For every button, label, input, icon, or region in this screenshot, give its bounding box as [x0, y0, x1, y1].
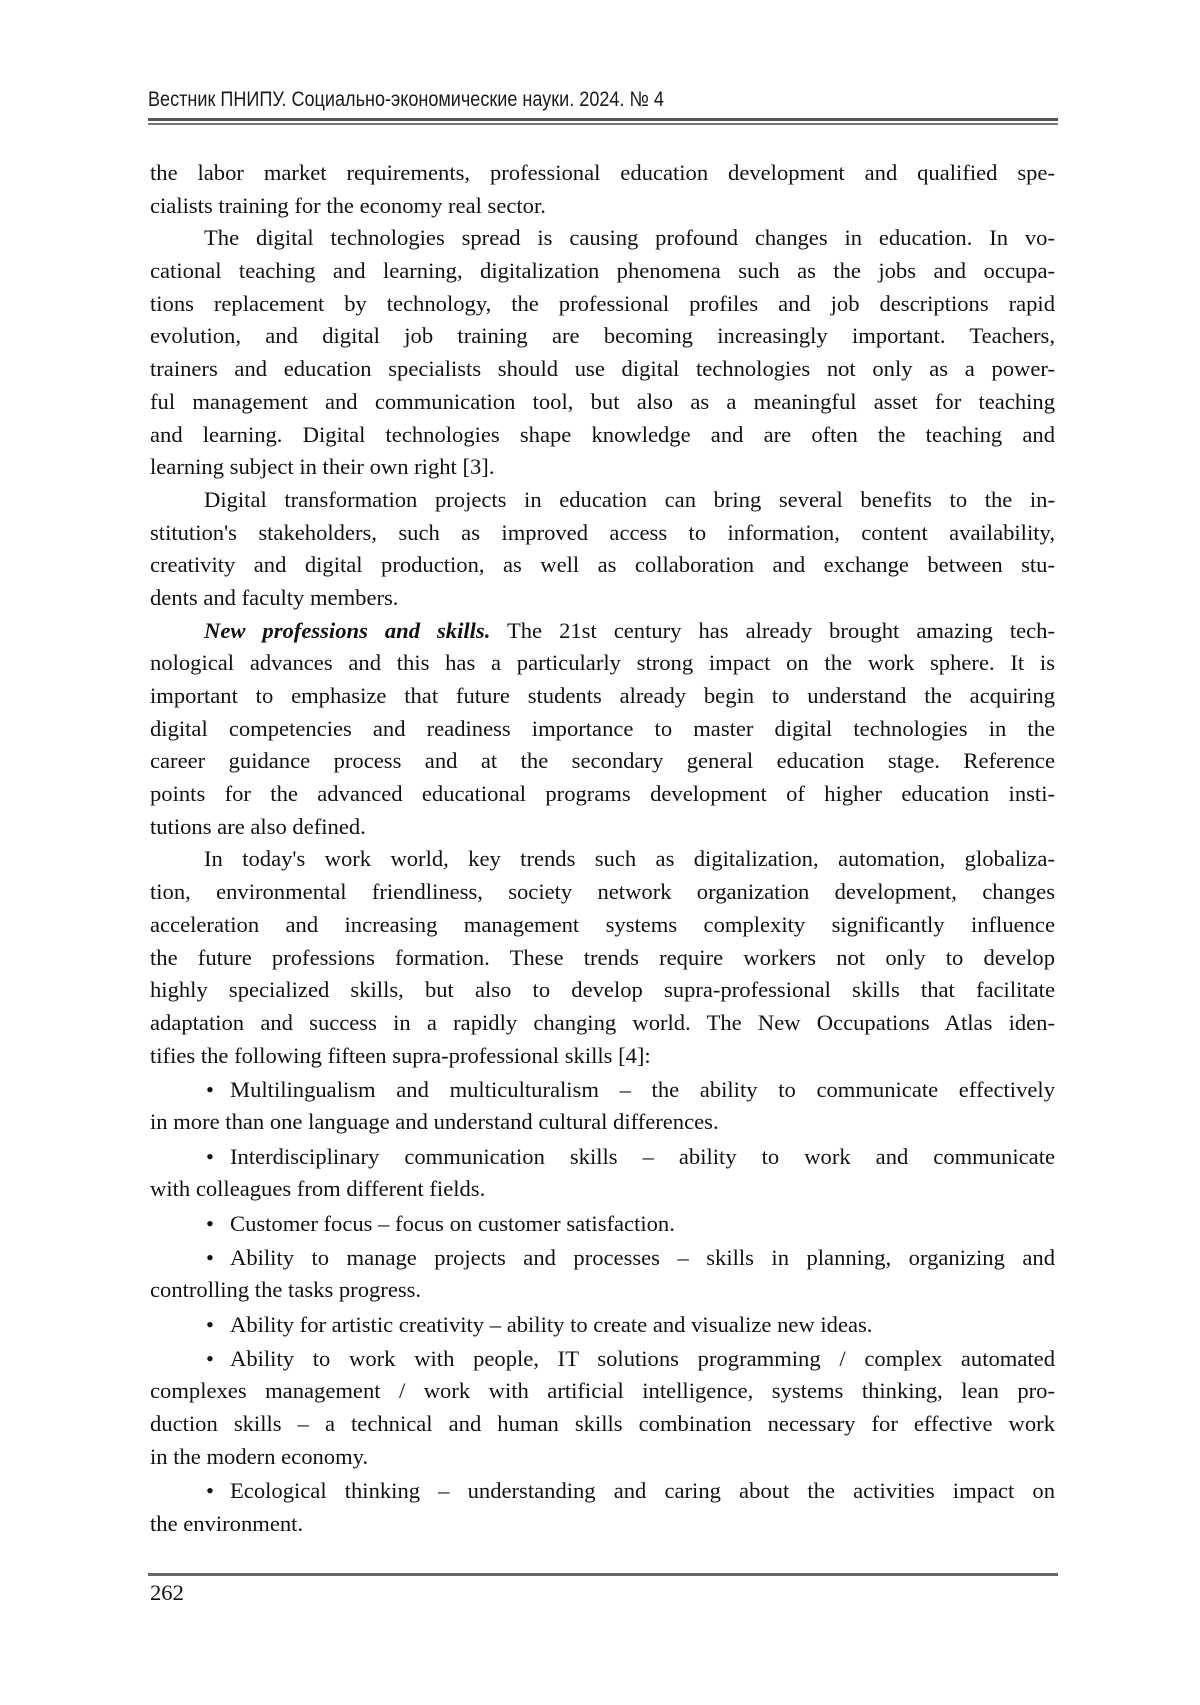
text-line: dents and faculty members. — [150, 584, 399, 610]
bullet-item — [150, 1074, 1055, 1139]
text-line: tion, environmental friendliness, society network organization development, changes — [150, 879, 1055, 905]
bullet-item — [150, 1208, 1055, 1241]
text-line: with colleagues from different fields. — [150, 1176, 486, 1202]
text-line: cational teaching and learning, digitalization phenomena such as the jobs and occupa- — [150, 258, 1055, 284]
text-line: duction skills – a technical and human skills combination necessary for effective work — [150, 1411, 1055, 1437]
text-line: tions replacement by technology, the professional profiles and job descriptions rapid — [150, 290, 1055, 316]
text-line: evolution, and digital job training are becoming increasingly important. Teachers, — [150, 323, 1055, 349]
text-line: in the modern economy. — [150, 1443, 369, 1469]
text-line: • Multilingualism and multiculturalism – the ability to communicate effectively — [150, 1074, 1055, 1107]
text-line: nological advances and this has a particularly strong impact on the work sphere. It is — [150, 650, 1055, 676]
journal-header: Вестник ПНИПУ. Социально-экономические науки. 2024. № 4 — [148, 88, 664, 111]
text-line: the future professions formation. These trends require workers not only to develop — [150, 944, 1055, 970]
paragraph — [150, 843, 1055, 1072]
text-line: acceleration and increasing management systems complexity significantly influence — [150, 911, 1055, 937]
text-line: the labor market requirements, professional education development and qualified spe- — [150, 160, 1055, 185]
text-line: the environment. — [150, 1510, 304, 1536]
text-line: New professions and skills. The 21st century has already brought amazing tech- — [204, 617, 1055, 643]
text-line: in more than one language and understand cultural differences. — [150, 1109, 719, 1135]
bullet-icon: • — [206, 1076, 214, 1102]
paragraph — [150, 484, 1055, 615]
text-line: complexes management / work with artificial intelligence, systems thinking, lean pro- — [150, 1378, 1055, 1404]
article-body — [150, 157, 1055, 1540]
section-lead-heading: New professions and skills. — [204, 617, 491, 643]
text-line: highly specialized skills, but also to develop supra-professional skills that facilitate — [150, 977, 1055, 1003]
text-line: creativity and digital production, as well as collaboration and exchange between stu- — [150, 552, 1055, 578]
text-line: cialists training for the economy real sector. — [150, 192, 546, 218]
text-line: career guidance process and at the secondary general education stage. Reference — [150, 748, 1055, 774]
bullet-item — [150, 1141, 1055, 1206]
bullet-icon: • — [206, 1244, 214, 1270]
bullet-icon: • — [206, 1345, 214, 1371]
bullet-icon: • — [206, 1478, 214, 1503]
text-line: tutions are also defined. — [150, 813, 366, 839]
text-line: learning subject in their own right [3]. — [150, 454, 495, 480]
text-line: tifies the following fifteen supra-professional skills [4]: — [150, 1042, 651, 1068]
text-line: • Ability to manage projects and processes – skills in planning, organizing and — [150, 1242, 1055, 1275]
paragraph — [150, 615, 1055, 844]
bullet-icon: • — [206, 1210, 214, 1236]
bullet-item — [150, 1242, 1055, 1307]
text-line: controlling the tasks progress. — [150, 1277, 422, 1303]
header-rule-secondary — [148, 123, 1058, 125]
text-line: points for the advanced educational programs development of higher education insti- — [150, 781, 1055, 807]
text-line: trainers and education specialists should use digital technologies not only as a power- — [150, 356, 1055, 382]
footer-rule — [148, 1573, 1058, 1576]
bullet-icon: • — [206, 1143, 214, 1169]
text-line: and learning. Digital technologies shape knowledge and are often the teaching and — [150, 421, 1055, 447]
page-number: 262 — [150, 1580, 184, 1605]
text-line: • Ecological thinking – understanding and caring about the activities impact on — [150, 1475, 1055, 1508]
text-line: • Ability to work with people, IT solutions programming / complex automated — [150, 1343, 1055, 1376]
bullet-item — [150, 1309, 1055, 1342]
bullet-icon: • — [206, 1311, 214, 1337]
text-line: • Customer focus – focus on customer satisfaction. — [150, 1208, 1055, 1241]
text-line: The digital technologies spread is causing profound changes in education. In vo- — [204, 225, 1055, 251]
text-line: • Interdisciplinary communication skills – ability to work and communicate — [150, 1141, 1055, 1174]
header-rule — [148, 118, 1058, 121]
text-line: In today's work world, key trends such as digitalization, automation, globaliza- — [204, 846, 1055, 872]
bullet-item — [150, 1343, 1055, 1474]
text-line: stitution's stakeholders, such as improved access to information, content availability, — [150, 519, 1055, 545]
text-line: important to emphasize that future students already begin to understand the acquiring — [150, 683, 1055, 708]
paragraph — [150, 157, 1055, 222]
text-line: • Ability for artistic creativity – ability to create and visualize new ideas. — [150, 1309, 1055, 1342]
bullet-item — [150, 1475, 1055, 1540]
text-line: digital competencies and readiness importance to master digital technologies in the — [150, 715, 1055, 741]
text-line: adaptation and success in a rapidly changing world. The New Occupations Atlas iden- — [150, 1009, 1055, 1035]
paragraph — [150, 222, 1055, 484]
text-line: ful management and communication tool, but also as a meaningful asset for teaching — [150, 388, 1055, 414]
text-line: Digital transformation projects in education can bring several benefits to the in- — [204, 486, 1055, 512]
